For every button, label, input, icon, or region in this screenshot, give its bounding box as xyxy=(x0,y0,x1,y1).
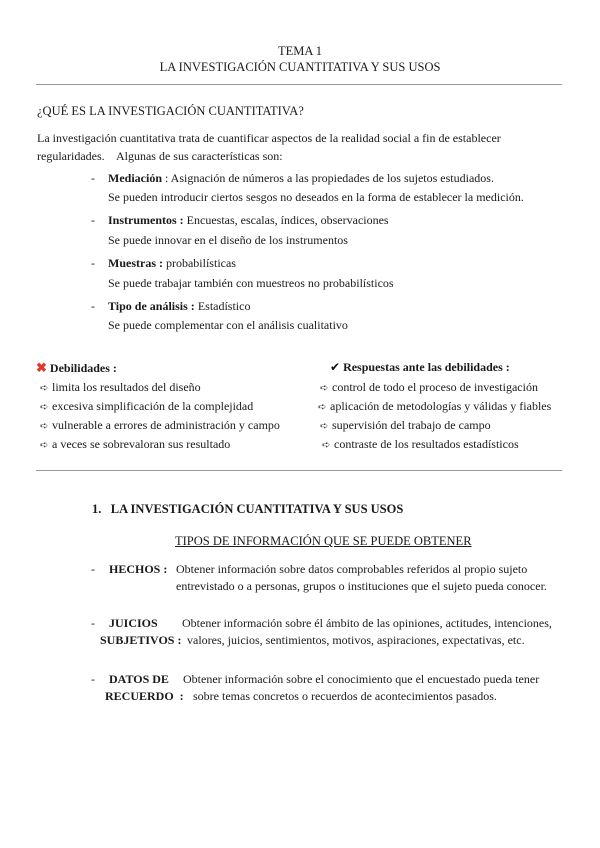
item-description: probabilísticas xyxy=(165,256,236,270)
arrow-icon: ➪ xyxy=(40,402,49,413)
intro-line-2: regularidades. Algunas de sus características son: xyxy=(37,149,283,163)
section-2-heading: LA INVESTIGACIÓN CUANTITATIVA Y SUS USOS xyxy=(110,502,404,516)
item-description: Asignación de números a las propiedades de los sujetos estudiados. xyxy=(170,171,494,185)
item-note: Se puede complementar con el análisis cualitativo xyxy=(108,318,348,332)
info-type-term: HECHOS : xyxy=(109,562,168,576)
item-note: Se puede trabajar también con muestreos no probabilísticos xyxy=(108,276,394,290)
section-number: 1. xyxy=(92,502,102,516)
response-item xyxy=(320,380,538,395)
responses-heading-row xyxy=(330,360,510,375)
section-2-heading-row xyxy=(92,502,403,517)
info-type-desc-line-2: entrevistado o a personas, grupos o instituciones que el sujeto pueda conocer. xyxy=(176,579,547,593)
item-term: Muestras : xyxy=(108,256,163,270)
list-item-mediation xyxy=(108,171,494,186)
weaknesses-heading-row xyxy=(36,360,117,376)
middle-divider xyxy=(36,470,562,471)
top-divider xyxy=(36,84,562,85)
weakness-text: limita los resultados del diseño xyxy=(52,380,201,394)
info-type-desc-line-1: Obtener información sobre él ámbito de las opiniones, actitudes, intenciones, xyxy=(182,616,552,630)
weakness-item xyxy=(40,380,201,395)
info-types-subheading: TIPOS DE INFORMACIÓN QUE SE PUEDE OBTENER xyxy=(175,534,472,548)
list-dash: - xyxy=(91,562,95,576)
weakness-item xyxy=(40,437,230,452)
item-note: Se puede innovar en el diseño de los instrumentos xyxy=(108,233,348,247)
response-item xyxy=(318,399,551,414)
arrow-icon: ➪ xyxy=(40,440,49,451)
check-mark-icon: ✔ xyxy=(330,360,341,374)
info-type-desc-line-2: valores, juicios, sentimientos, motivos, aspiraciones, expectativas, etc. xyxy=(187,633,525,647)
item-term: Instrumentos : xyxy=(108,213,184,227)
cross-mark-icon: ✖ xyxy=(36,360,47,375)
info-type-desc-line-2: sobre temas concretos o recuerdos de acontecimientos pasados. xyxy=(193,689,497,703)
responses-heading: Respuestas ante las debilidades : xyxy=(343,360,510,374)
weakness-text: excesiva simplificación de la complejidad xyxy=(52,399,254,413)
weaknesses-heading: Debilidades : xyxy=(49,361,117,375)
list-dash: - xyxy=(91,171,95,185)
item-note: Se pueden introducir ciertos sesgos no deseados en la forma de establecer la medición. xyxy=(108,190,524,204)
section-heading: ¿QUÉ ES LA INVESTIGACIÓN CUANTITATIVA? xyxy=(37,104,304,118)
response-text: aplicación de metodologías y válidas y fiables xyxy=(330,399,552,413)
list-item-samples xyxy=(108,256,236,271)
weakness-item xyxy=(40,418,280,433)
arrow-icon: ➪ xyxy=(320,383,329,394)
info-type-term: JUICIOS xyxy=(109,616,158,630)
response-text: contraste de los resultados estadísticos xyxy=(334,437,519,451)
list-dash: - xyxy=(91,256,95,270)
info-type-desc-line-1: Obtener información sobre datos comprobables referidos al propio sujeto xyxy=(176,562,528,576)
item-separator: : xyxy=(162,171,171,185)
topic-number: TEMA 1 xyxy=(277,44,323,58)
item-description: Encuestas, escalas, índices, observaciones xyxy=(186,213,389,227)
response-item xyxy=(320,418,491,433)
list-item-instruments xyxy=(108,213,389,228)
response-item xyxy=(322,437,519,452)
weakness-text: a veces se sobrevaloran sus resultado xyxy=(52,437,231,451)
list-dash: - xyxy=(91,616,95,630)
list-item-analysis xyxy=(108,299,250,314)
response-text: control de todo el proceso de investigación xyxy=(332,380,538,394)
arrow-icon: ➪ xyxy=(322,440,331,451)
intro-line-1: La investigación cuantitativa trata de cuantificar aspectos de la realidad social a fin de establecer xyxy=(37,131,501,145)
weakness-text: vulnerable a errores de administración y campo xyxy=(52,418,280,432)
item-term: Mediación xyxy=(108,171,162,185)
response-text: supervisión del trabajo de campo xyxy=(332,418,491,432)
arrow-icon: ➪ xyxy=(40,383,49,394)
arrow-icon: ➪ xyxy=(318,402,327,413)
list-dash: - xyxy=(91,299,95,313)
weakness-item xyxy=(40,399,253,414)
item-description: Estadístico xyxy=(197,299,251,313)
document-title: LA INVESTIGACIÓN CUANTITATIVA Y SUS USOS xyxy=(159,60,441,74)
info-type-term-line-2: SUBJETIVOS : xyxy=(100,633,182,647)
info-type-desc-line-1: Obtener información sobre el conocimiento que el encuestado pueda tener xyxy=(183,672,540,686)
item-term: Tipo de análisis : xyxy=(108,299,195,313)
list-dash: - xyxy=(91,672,95,686)
info-type-term: DATOS DE xyxy=(109,672,169,686)
arrow-icon: ➪ xyxy=(320,421,329,432)
list-dash: - xyxy=(91,213,95,227)
info-type-term-line-2: RECUERDO : xyxy=(105,689,184,703)
arrow-icon: ➪ xyxy=(40,421,49,432)
